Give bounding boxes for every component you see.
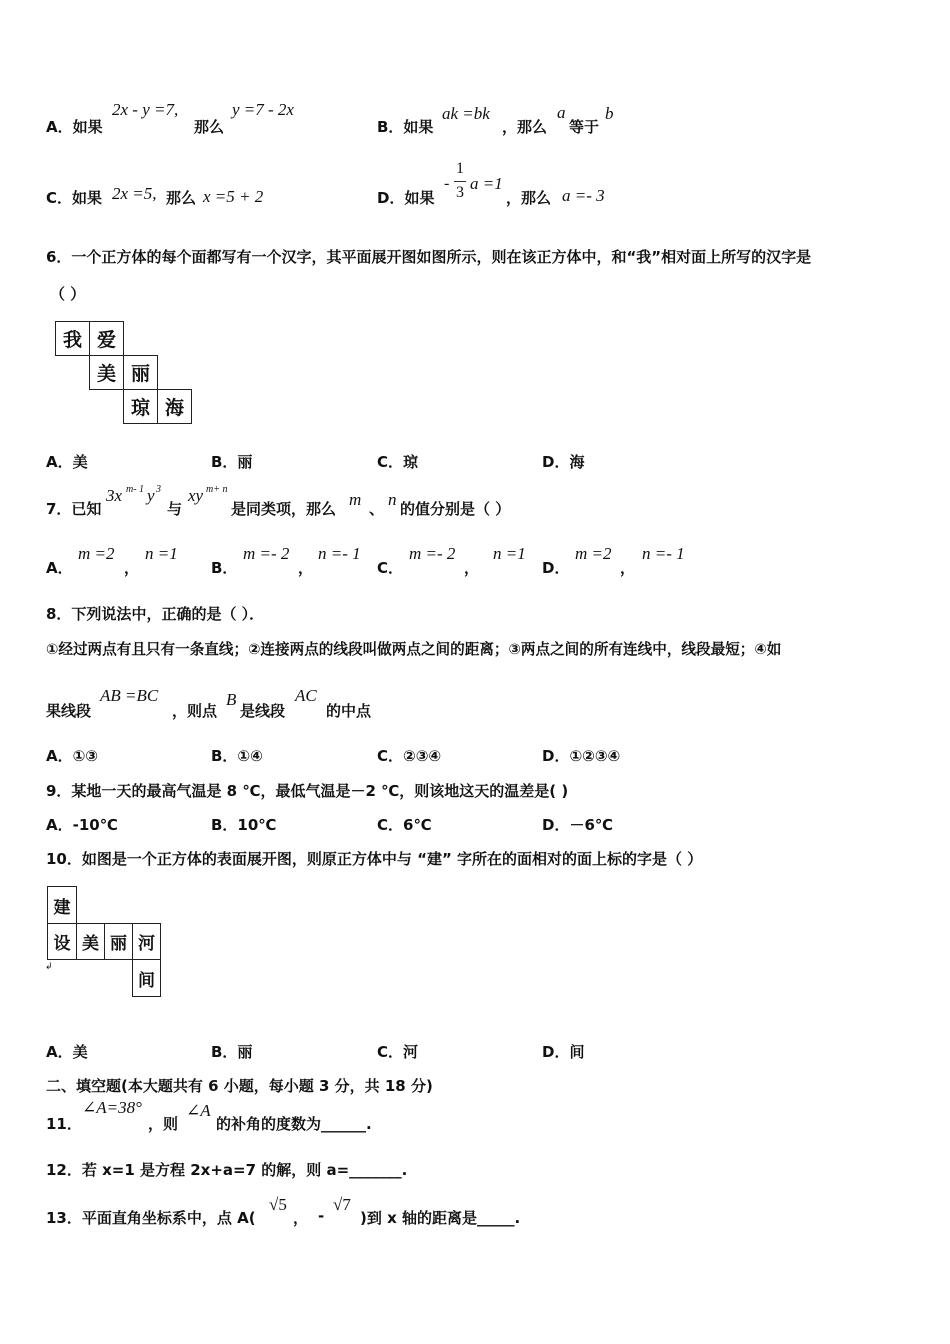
- q5-c-eq1: 2x =5,: [112, 184, 157, 203]
- q6-net-cell-mei: 美: [89, 355, 124, 390]
- q5-d-eq1: a =1: [470, 174, 503, 193]
- q8-line3-c: 是线段: [240, 702, 286, 720]
- q7-term2-exp: m+ n: [206, 484, 228, 495]
- q7-a-label: A．: [46, 559, 73, 577]
- q9-option-d: D．－6℃: [542, 816, 614, 834]
- q6-option-d: D．海: [542, 453, 585, 471]
- q7-c-m: m =- 2: [409, 544, 456, 563]
- q8-statements: ①经过两点有且只有一条直线；②连接两点的线段叫做两点之间的距离；③两点之间的所有连线中，线段最短；④如: [46, 641, 782, 658]
- q7-b-m: m =- 2: [243, 544, 290, 563]
- q7-d-label: D．: [542, 559, 570, 577]
- q7-with: 与: [167, 500, 183, 518]
- q13-comma: ，: [293, 1209, 309, 1227]
- q11-expr: ∠A=38°: [82, 1098, 142, 1117]
- q11-end: 的补角的度数为______.: [216, 1115, 372, 1133]
- q10-option-d: D．间: [542, 1043, 585, 1061]
- q6-paren: （ ）: [50, 285, 86, 303]
- q8-line3-a: 果线段: [46, 702, 92, 720]
- q6-option-c: C．琼: [377, 453, 419, 471]
- q5-d-eq2: a =- 3: [562, 186, 605, 205]
- q8-option-b: B．①④: [211, 747, 263, 765]
- q7-b-n: n =- 1: [318, 544, 361, 563]
- q7-term2: xy: [188, 486, 204, 505]
- q8-option-c: C．②③④: [377, 747, 442, 765]
- q8-stem: 8．下列说法中，正确的是（ ）．: [46, 605, 265, 623]
- q7-var-n: n: [388, 490, 397, 509]
- q13-root5: √5: [269, 1195, 287, 1214]
- q7-prefix: 7．已知: [46, 500, 102, 518]
- q10-stem: 10．如图是一个正方体的表面展开图，则原正方体中与 “建” 字所在的面相对的面上标的字是（ ）: [46, 850, 703, 868]
- q13-root7: √7: [333, 1195, 351, 1214]
- q5-b-var1: a: [557, 103, 566, 122]
- q10-net-cell-jian: 建: [47, 886, 77, 924]
- q10-net-cell-she: 设: [47, 923, 77, 960]
- q7-end: 的值分别是（ ）: [400, 500, 511, 518]
- q6-net-cell-qiong: 琼: [123, 389, 158, 424]
- q6-option-a: A．美: [46, 453, 88, 471]
- q5-d-label: D．如果: [377, 189, 435, 207]
- q7-a-comma: ，: [124, 559, 140, 577]
- q6-net-cell-ai: 爱: [89, 321, 124, 356]
- q5-a-mid: 那么: [194, 118, 225, 136]
- q10-net-cell-he: 河: [132, 923, 161, 960]
- q7-a-m: m =2: [78, 544, 115, 563]
- q11-num: 11．: [46, 1115, 82, 1133]
- q10-return-mark: ↲: [45, 962, 53, 972]
- q10-option-b: B．丽: [211, 1043, 253, 1061]
- q9-option-c: C．6℃: [377, 816, 432, 834]
- q5-d-minus: -: [444, 175, 450, 192]
- q11-expr2: ∠A: [186, 1101, 211, 1120]
- q6-option-b: B．丽: [211, 453, 253, 471]
- q10-option-a: A．美: [46, 1043, 88, 1061]
- q11-mid: ，则: [148, 1115, 179, 1133]
- q5-c-label: C．如果: [46, 189, 103, 207]
- q7-a-n: n =1: [145, 544, 178, 563]
- q8-option-d: D．①②③④: [542, 747, 621, 765]
- q7-term1-y: y: [147, 486, 155, 505]
- q8-line3-d: 的中点: [326, 702, 372, 720]
- q10-net-cell-mei: 美: [76, 923, 105, 960]
- q5-d-frac-bar: [454, 181, 466, 182]
- q7-mid: 是同类项，那么: [231, 500, 337, 518]
- q13-a: 13．平面直角坐标系中，点 A(: [46, 1209, 256, 1227]
- q13-end: )到 x 轴的距离是_____.: [360, 1209, 521, 1227]
- q10-option-c: C．河: [377, 1043, 419, 1061]
- q7-term1-yexp: 3: [156, 484, 161, 495]
- q7-term1-coef: 3x: [106, 486, 123, 505]
- q10-net-cell-jian2: 间: [132, 959, 161, 997]
- q7-c-n: n =1: [493, 544, 526, 563]
- q5-d-mid: ，那么: [506, 189, 552, 207]
- q7-sep: 、: [369, 500, 385, 518]
- q7-d-n: n =- 1: [642, 544, 685, 563]
- q5-b-mid2: 等于: [569, 118, 600, 136]
- q6-net-cell-li: 丽: [123, 355, 158, 390]
- q13-minus: -: [318, 1207, 325, 1225]
- q7-var-m: m: [349, 490, 362, 509]
- q7-c-comma: ，: [464, 559, 480, 577]
- q5-b-eq1: ak =bk: [442, 104, 490, 123]
- q9-option-b: B．10℃: [211, 816, 277, 834]
- q6-net-cell-wo: 我: [55, 321, 90, 356]
- q7-b-comma: ，: [298, 559, 314, 577]
- q5-b-var2: b: [605, 104, 614, 123]
- q8-line3-eq: AB =BC: [100, 686, 159, 705]
- q6-net-cell-hai: 海: [157, 389, 192, 424]
- q5-c-eq2: x =5 + 2: [203, 187, 264, 206]
- q9-option-a: A．-10℃: [46, 816, 118, 834]
- q9-stem: 9．某地一天的最高气温是 8 ℃，最低气温是－2 ℃，则该地这天的温差是( ): [46, 782, 569, 800]
- q7-d-comma: ，: [620, 559, 636, 577]
- q5-d-den: 3: [456, 184, 464, 201]
- q7-c-label: C．: [377, 559, 404, 577]
- q5-b-label: B．如果: [377, 118, 434, 136]
- q5-b-mid: ，那么: [502, 118, 548, 136]
- q6-stem: 6．一个正方体的每个面都写有一个汉字，其平面展开图如图所示，则在该正方体中，和“我”相对面上所写的汉字是: [46, 248, 812, 266]
- q7-term1-exp: m- 1: [126, 484, 145, 495]
- q7-d-m: m =2: [575, 544, 612, 563]
- q8-line3-b: ，则点: [172, 702, 218, 720]
- q5-c-mid: 那么: [166, 189, 197, 207]
- q7-b-label: B．: [211, 559, 238, 577]
- q5-a-label: A．如果: [46, 118, 103, 136]
- q5-d-num: 1: [456, 160, 464, 177]
- q5-a-eq2: y =7 - 2x: [232, 100, 294, 119]
- q5-a-eq1: 2x - y =7,: [112, 100, 179, 119]
- q12-text: 12．若 x=1 是方程 2x+a=7 的解，则 a=_______.: [46, 1161, 408, 1179]
- q8-line3-var: B: [226, 690, 237, 709]
- q10-net-cell-li: 丽: [104, 923, 133, 960]
- q8-option-a: A．①③: [46, 747, 99, 765]
- section2-heading: 二、填空题(本大题共有 6 小题，每小题 3 分，共 18 分): [46, 1077, 433, 1095]
- q8-line3-var2: AC: [295, 686, 317, 705]
